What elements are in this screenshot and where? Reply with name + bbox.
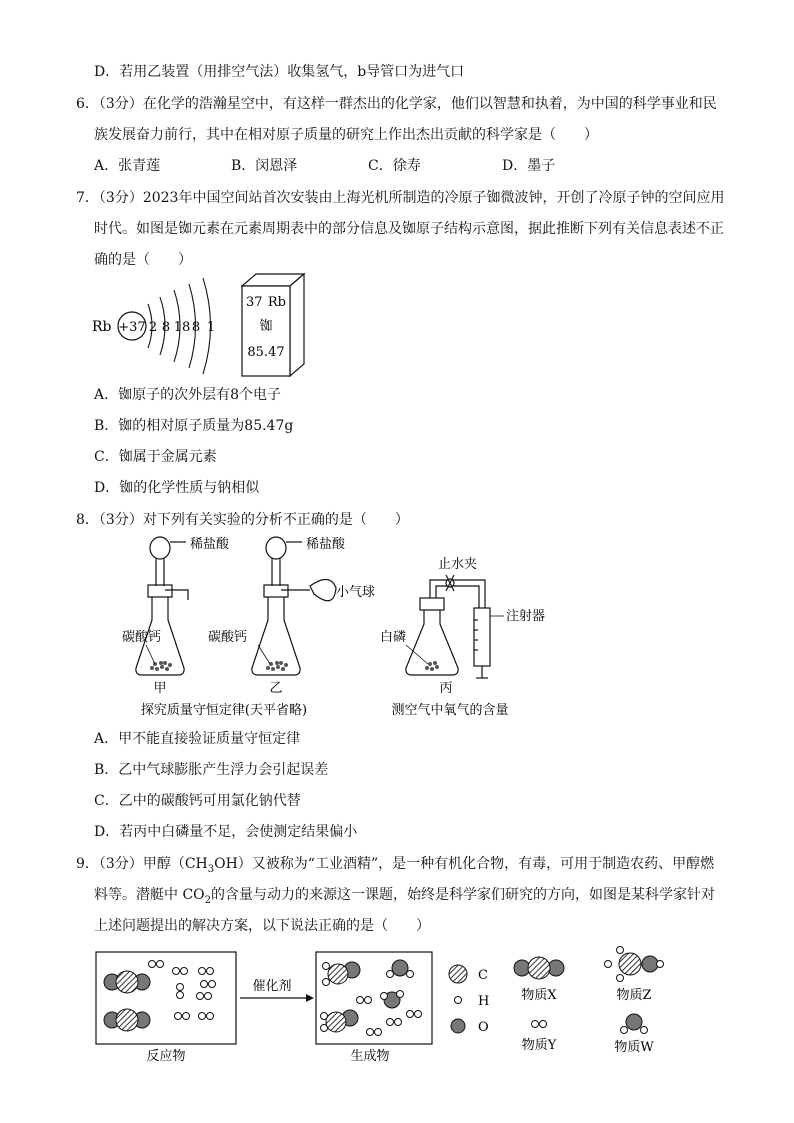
reactant-box [96,952,236,1044]
q6-option-b: B．闵恩泽 [231,158,298,174]
label-jia: 甲 [153,681,167,696]
atomic-mass: 85.47 [247,345,285,360]
flask-yi [252,537,310,675]
q7-option-a: A．铷原子的次外层有8个电子 [94,387,282,403]
legend-carbon-label: C [478,968,488,983]
element-name: 铷 [259,319,273,334]
label-solid-yi: 碳酸钙 [208,630,248,645]
label-yi: 乙 [269,681,283,696]
label-catalyst: 催化剂 [252,979,292,994]
q8-option-d: D．若丙中白磷量不足，会使测定结果偏小 [94,824,358,840]
water-clamp-icon [446,575,454,591]
solid-jia [150,661,172,671]
pointer-solid-jia [146,645,155,664]
label-acid-jia: 稀盐酸 [190,537,230,552]
label-reactants: 反应物 [146,1049,186,1064]
q9-stem-line2: 料等。潜艇中 $CO_2$的含量与动力的来源这一课题，始终是科学家们研究的方向，如图是某科学家针对 [94,887,716,906]
q7-option-d: D．铷的化学性质与钠相似 [94,480,260,496]
pointer-solid-yi [258,645,270,664]
q7-option-b: B．铷的相对原子质量为85.47g [94,418,294,434]
co2-molecule [104,1009,150,1031]
label-bing: 丙 [439,681,453,696]
shell-electrons-2: 8 [161,320,171,335]
label-solid-jia: 碳酸钙 [122,630,162,645]
q8-stem: 8．（3分）对下列有关实验的分析不正确的是（ ） [76,512,409,528]
balloon-icon [310,579,336,600]
arrow-head [306,994,314,1002]
label-syringe: 注射器 [506,609,546,624]
substance-y-icon [532,1021,547,1028]
q6-option-c: C．徐寿 [368,158,421,174]
atomic-number: 37 [246,295,263,310]
substance-z-icon [605,947,664,982]
flask-bing [406,580,490,678]
legend-hydrogen-icon [455,997,462,1004]
q9-stem-line3: 上述问题提出的解决方案，以下说法正确的是（ ） [94,918,430,934]
legend [449,965,489,1035]
q7-stem-line2: 时代。如图是铷元素在元素周期表中的部分信息及铷原子结构示意图，据此推断下列有关信息表述不正 [94,221,724,237]
legend-hydrogen-label: H [478,994,490,1009]
shell-electrons-1: 2 [148,320,158,335]
q6-option-a: A．张青莲 [94,158,161,174]
legend-oxygen-icon [451,1019,465,1033]
q6-option-d: D．墨子 [502,158,556,174]
label-substance-w: 物质W [614,1040,654,1055]
caption-conservation: 探究质量守恒定律(天平省略) [140,703,308,718]
substance-w-icon [621,1014,648,1034]
shell-electrons-5: 1 [206,320,216,335]
element-symbol: Rb [267,295,286,310]
label-phosphorus: 白磷 [380,630,407,645]
flask-jia [136,537,188,675]
legend-oxygen-label: O [478,1020,489,1035]
q7-stem-line1: 7．（3分）2023年中国空间站首次安装由上海光机所制造的冷原子铷微波钟，开创了冷原子钟的空间应用 [76,190,725,206]
q7-stem-line3: 确的是（ ） [94,252,192,268]
white-phosphorus [425,661,439,671]
legend-carbon-icon [449,965,467,983]
caption-oxygen: 测空气中氧气的含量 [391,703,509,718]
q6-stem-line1: 6．（3分）在化学的浩瀚星空中，有这样一群杰出的化学家，他们以智慧和执着，为中国的科学事业和民 [76,96,717,112]
q8-option-a: A．甲不能直接验证质量守恒定律 [94,731,301,747]
element-box [242,274,304,376]
q9-stem-line1: 9．（3分）甲醇$(CH_3OH)$又被称为“工业酒精”，是一种有机化合物，有毒，可用于制造农药、甲醇燃 [76,856,715,875]
rubidium-figure [90,272,350,380]
substance-x-icon [514,957,564,979]
experiment-figure [122,528,560,724]
nucleus-charge: +37 [118,320,146,335]
label-clamp: 止水夹 [438,557,478,572]
shell-electrons-3: 18 [173,320,191,335]
co2-molecule [104,971,150,993]
label-substance-x: 物质X [521,988,557,1003]
q6-stem-line2: 族发展奋力前行，其中在相对原子质量的研究上作出杰出贡献的科学家是（ ） [94,127,598,143]
label-substance-z: 物质Z [616,988,652,1003]
label-substance-y: 物质Y [521,1038,557,1053]
shell-electrons-4: 8 [191,320,201,335]
q8-option-b: B．乙中气球膨胀产生浮力会引起误差 [94,762,329,778]
atom-symbol: Rb [92,319,112,335]
label-products: 生成物 [350,1049,390,1064]
q5-option-d: D．若用乙装置（用排空气法）收集氢气，b导管口为进气口 [94,64,465,80]
reaction-figure [94,944,674,1064]
q7-option-c: C．铷属于金属元素 [94,449,217,465]
label-acid-yi: 稀盐酸 [306,537,346,552]
label-balloon: 小气球 [336,585,376,600]
q8-option-c: C．乙中的碳酸钙可用氯化钠代替 [94,793,301,809]
